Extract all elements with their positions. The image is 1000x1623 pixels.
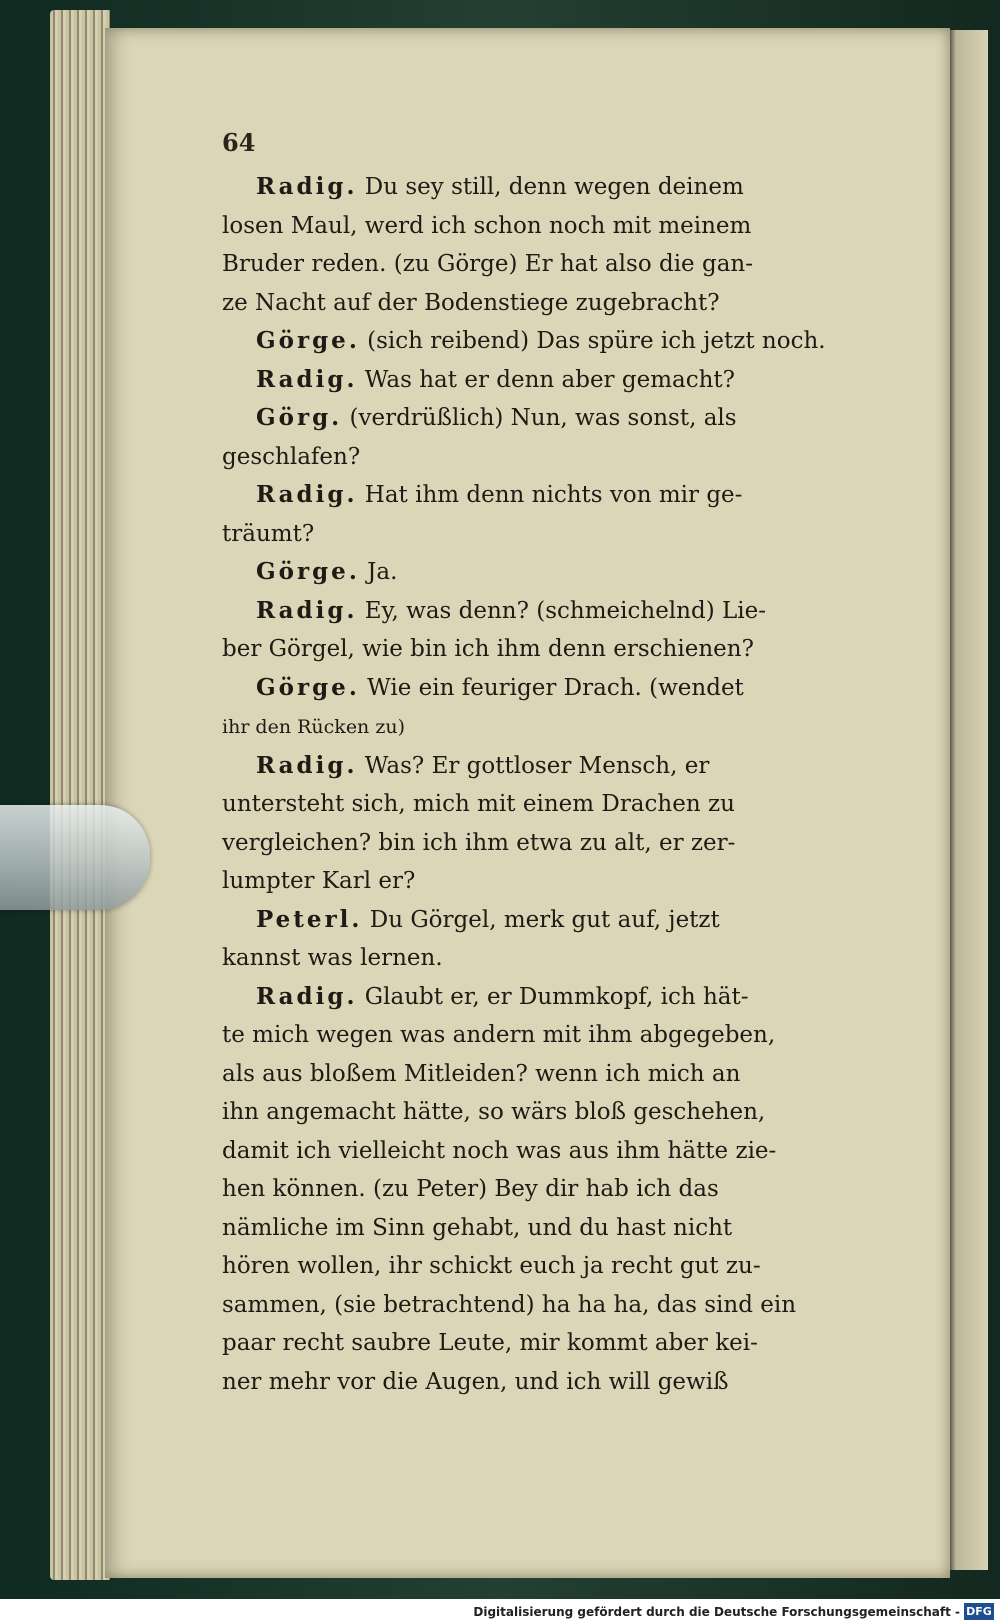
text-line: [222, 824, 847, 863]
speaker-name: Radig.: [256, 982, 358, 1010]
speaker-name: Radig.: [256, 751, 358, 779]
text-line: [222, 901, 847, 940]
line-text: hen können. (zu Peter) Bey dir hab ich das: [222, 1176, 719, 1202]
line-text: ihr den Rücken zu): [222, 716, 405, 738]
line-text: kannst was lernen.: [222, 945, 443, 971]
text-line: [222, 553, 847, 592]
line-text: paar recht saubre Leute, mir kommt aber kei-: [222, 1330, 758, 1356]
line-text: untersteht sich, mich mit einem Drachen zu: [222, 791, 735, 817]
text-line: [222, 322, 847, 361]
text-line: [222, 1132, 847, 1171]
line-text: ber Görgel, wie bin ich ihm denn erschienen?: [222, 636, 754, 662]
text-line: [222, 438, 847, 477]
line-text: Wie ein feuriger Drach. (wendet: [359, 674, 744, 701]
text-line: [222, 747, 847, 786]
text-line: [222, 785, 847, 824]
text-line: [222, 168, 847, 207]
text-line: [222, 476, 847, 515]
speaker-name: Görg.: [256, 404, 343, 431]
line-text: losen Maul, werd ich schon noch mit meinem: [222, 212, 752, 239]
line-text: (sich reibend) Das spüre ich jetzt noch.: [359, 328, 826, 354]
text-line: [222, 361, 847, 400]
line-text: ner mehr vor die Augen, und ich will gewiß: [222, 1368, 729, 1395]
text-line: [222, 1363, 847, 1402]
text-line: [222, 1247, 847, 1286]
footer-bar: [0, 1599, 1000, 1623]
line-text: als aus bloßem Mitleiden? wenn ich mich an: [222, 1060, 741, 1087]
text-line: [222, 669, 847, 708]
speaker-name: Görge.: [256, 327, 360, 354]
line-text: vergleichen? bin ich ihm etwa zu alt, er zer-: [222, 829, 736, 856]
text-line: [222, 707, 847, 747]
speaker-name: Peterl.: [256, 905, 363, 933]
text-line: [222, 399, 847, 438]
line-text: Was hat er denn aber gemacht?: [357, 366, 735, 393]
line-text: Du sey still, denn wegen deinem: [357, 174, 744, 200]
page-holder-clip: [0, 805, 150, 910]
text-line: [222, 284, 847, 323]
text-line: [222, 207, 847, 246]
page-text: [222, 168, 847, 1401]
speaker-name: Radig.: [256, 173, 358, 200]
line-text: sammen, (sie betrachtend) ha ha ha, das sind ein: [222, 1291, 797, 1318]
text-line: [222, 1324, 847, 1363]
line-text: te mich wegen was andern mit ihm abgegeben,: [222, 1022, 776, 1048]
text-line: [222, 592, 847, 631]
line-text: träumt?: [222, 520, 315, 547]
book-page-edges-left: [50, 10, 110, 1580]
text-line: [222, 1093, 847, 1132]
line-text: ihn angemacht hätte, so wärs bloß geschehen,: [222, 1099, 766, 1125]
footer-credit: Digitalisierung gefördert durch die Deutsche Forschungsgemeinschaft -: [473, 1605, 960, 1619]
text-line: [222, 939, 847, 978]
text-line: [222, 1170, 847, 1209]
line-text: nämliche im Sinn gehabt, und du hast nicht: [222, 1214, 733, 1241]
text-line: [222, 862, 847, 901]
speaker-name: Radig.: [256, 481, 358, 508]
line-text: Du Görgel, merk gut auf, jetzt: [362, 906, 720, 933]
text-line: [222, 978, 847, 1017]
line-text: ze Nacht auf der Bodenstiege zugebracht?: [222, 289, 720, 316]
speaker-name: Radig.: [256, 596, 358, 624]
text-line: [222, 245, 847, 284]
text-line: [222, 630, 847, 669]
line-text: hören wollen, ihr schickt euch ja recht gut zu-: [222, 1253, 761, 1279]
line-text: Ey, was denn? (schmeichelnd) Lie-: [357, 597, 766, 624]
speaker-name: Radig.: [256, 365, 358, 393]
text-line: [222, 1055, 847, 1094]
speaker-name: Görge.: [256, 558, 360, 585]
line-text: Hat ihm denn nichts von mir ge-: [357, 482, 743, 508]
line-text: geschlafen?: [222, 443, 361, 470]
line-text: Ja.: [359, 559, 398, 585]
line-text: Glaubt er, er Dummkopf, ich hät-: [357, 983, 749, 1010]
text-line: [222, 515, 847, 554]
text-line: [222, 1016, 847, 1055]
page-number: 64: [222, 128, 256, 157]
speaker-name: Görge.: [256, 673, 360, 701]
line-text: damit ich vielleicht noch was aus ihm hätte zie-: [222, 1137, 777, 1164]
book-page-edges-right: [948, 30, 988, 1570]
line-text: Bruder reden. (zu Görge) Er hat also die gan-: [222, 251, 753, 277]
line-text: (verdrüßlich) Nun, was sonst, als: [342, 405, 737, 431]
line-text: Was? Er gottloser Mensch, er: [357, 752, 710, 779]
dfg-logo-icon: DFG: [964, 1603, 994, 1620]
text-line: [222, 1286, 847, 1325]
line-text: lumpter Karl er?: [222, 868, 416, 894]
text-line: [222, 1209, 847, 1248]
